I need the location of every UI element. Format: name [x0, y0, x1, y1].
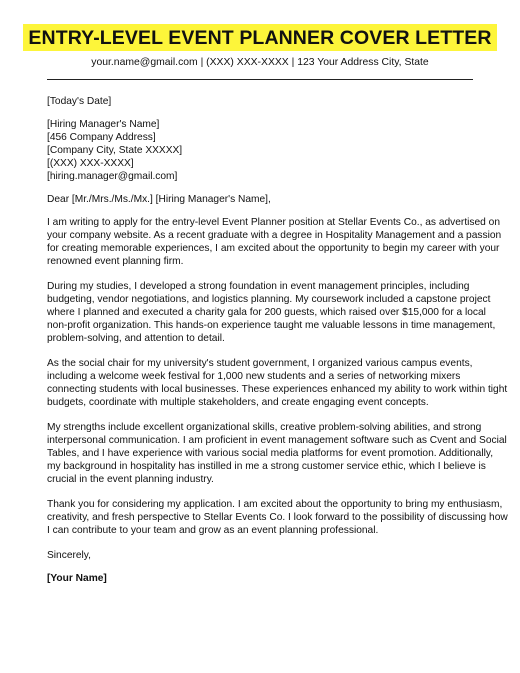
paragraph-line: Thank you for considering my application. I am excited about the opportunity to bring my enthusiasm,: [47, 499, 503, 510]
paragraph-line: I can contribute to your team and grow as an event planning professional.: [47, 525, 379, 536]
paragraph: [47, 216, 502, 268]
salutation: Dear [Mr./Mrs./Ms./Mx.] [Hiring Manager's Name],: [47, 194, 271, 205]
page-title: ENTRY-LEVEL EVENT PLANNER COVER LETTER: [23, 24, 496, 51]
title-block: [0, 24, 520, 51]
recipient-line: [456 Company Address]: [47, 132, 156, 143]
paragraph-line: your company website. As a recent graduate with a degree in Hospitality Management and a passion: [47, 230, 502, 241]
paragraph: [47, 357, 508, 409]
paragraph: [47, 498, 508, 537]
paragraph-line: budgets, coordinate with multiple stakeholders, and create engaging event concepts.: [47, 397, 429, 408]
paragraph-line: problem-solving, and attention to detail.: [47, 333, 225, 344]
paragraph-line: Tables, and I have experience with various social media platforms for event promotion. Additionally,: [47, 448, 494, 459]
paragraph-line: During my studies, I developed a strong foundation in event management principles, including: [47, 281, 470, 292]
letter-body: [47, 95, 508, 585]
paragraph-line: creativity, and fresh perspective to Stellar Events Co. I look forward to the possibility of discussing how: [47, 512, 508, 523]
paragraph: [47, 421, 507, 486]
recipient-line: [(XXX) XXX-XXXX]: [47, 158, 134, 169]
paragraph-line: my background in hospitality has instilled in me a strong customer service ethic, which I believe is: [47, 461, 486, 472]
recipient-block: [47, 118, 477, 183]
paragraph: [47, 280, 496, 345]
paragraph-line: As the social chair for my university's student government, I organized various campus events,: [47, 358, 473, 369]
contact-line: your.name@gmail.com | (XXX) XXX-XXXX | 123 Your Address City, State: [91, 57, 429, 68]
paragraph-line: interpersonal communication. I am proficient in event management software such as Cvent and Social: [47, 435, 507, 446]
paragraph-line: non-profit organization. This hands-on experience taught me valuable lessons in time management,: [47, 320, 496, 331]
header-divider: [47, 79, 473, 80]
paragraph-line: connecting students with local businesses. These experiences enhanced my ability to work within tight: [47, 384, 508, 395]
date-line: [Today's Date]: [47, 96, 112, 107]
paragraph-line: renowned event planning firm.: [47, 256, 184, 267]
recipient-line: [hiring.manager@gmail.com]: [47, 171, 178, 182]
recipient-line: [Hiring Manager's Name]: [47, 119, 160, 130]
paragraph-line: crucial in the event planning industry.: [47, 474, 214, 485]
paragraph-line: budgeting, vendor negotiations, and logistics planning. My coursework included a capstone project: [47, 294, 491, 305]
recipient-line: [Company City, State XXXXX]: [47, 145, 183, 156]
signature: [Your Name]: [47, 573, 107, 584]
paragraph-line: for creating memorable experiences, I am excited about the opportunity to begin my career with your: [47, 243, 500, 254]
closing: Sincerely,: [47, 550, 91, 561]
paragraph-line: My strengths include excellent organizational skills, creative problem-solving abilities, and strong: [47, 422, 482, 433]
paragraph-line: where I planned and executed a charity gala for 200 guests, which raised over $15,000 for a local: [47, 307, 486, 318]
paragraph-line: including a welcome week festival for 1,000 new students and a series of networking mixers: [47, 371, 461, 382]
paragraph-line: I am writing to apply for the entry-level Event Planner position at Stellar Events Co., as advertised on: [47, 217, 501, 228]
